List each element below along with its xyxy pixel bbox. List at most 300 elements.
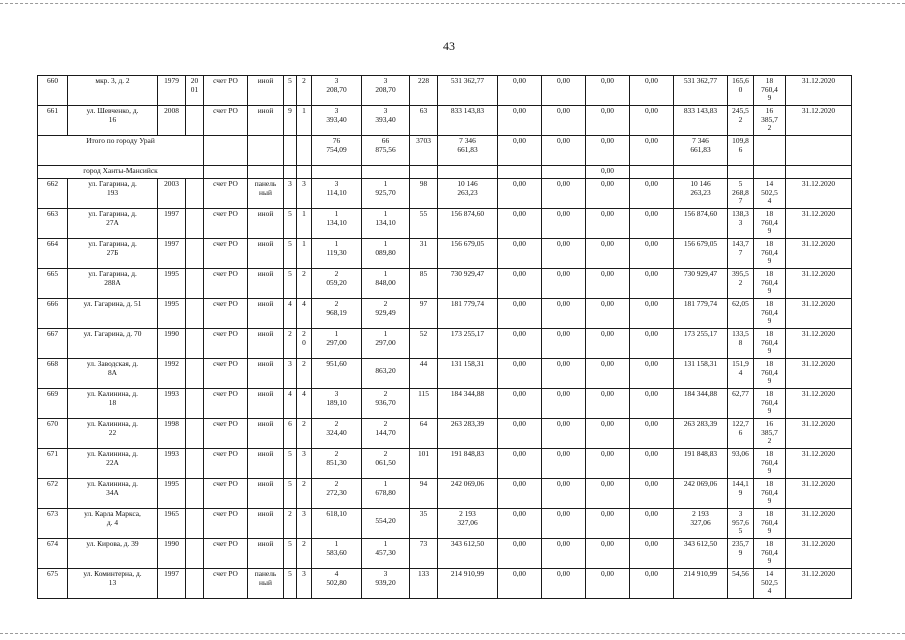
overhaul-year — [186, 239, 204, 269]
cost-local: 0,00 — [586, 209, 630, 239]
entrances: 4 — [297, 389, 312, 419]
entrances: 2 — [297, 359, 312, 389]
build-year: 1990 — [158, 329, 186, 359]
living-area: 2 061,50 — [362, 449, 410, 479]
end-date: 31.12.2020 — [786, 479, 852, 509]
row-number: 662 — [38, 179, 68, 209]
cost-federal: 0,00 — [498, 299, 542, 329]
cost-owners: 0,00 — [630, 569, 674, 599]
cost-local: 0,00 — [586, 419, 630, 449]
cost-local: 0,00 — [586, 509, 630, 539]
row-number: 666 — [38, 299, 68, 329]
cost-per-m2: 245,5 2 — [728, 106, 754, 136]
wall-material: иной — [248, 299, 284, 329]
residents: 85 — [410, 269, 438, 299]
row-number: 672 — [38, 479, 68, 509]
account-type: счет РО — [204, 479, 248, 509]
build-year: 1993 — [158, 389, 186, 419]
build-year: 1997 — [158, 209, 186, 239]
cost-limit: 18 760,4 9 — [754, 449, 786, 479]
empty-cell — [204, 136, 248, 166]
cost-per-m2: 235,7 9 — [728, 539, 754, 569]
build-year: 1993 — [158, 449, 186, 479]
cost-federal: 0,00 — [498, 106, 542, 136]
cost-total: 531 362,77 — [438, 76, 498, 106]
floors: 6 — [284, 419, 297, 449]
empty-cell — [786, 166, 852, 179]
end-date: 31.12.2020 — [786, 419, 852, 449]
residents: 55 — [410, 209, 438, 239]
cost-limit: 18 760,4 9 — [754, 329, 786, 359]
cost-regional: 0,00 — [542, 449, 586, 479]
build-year: 1995 — [158, 299, 186, 329]
total-area: 1 583,60 — [312, 539, 362, 569]
cost-federal: 0,00 — [498, 419, 542, 449]
row-number: 673 — [38, 509, 68, 539]
entrances: 3 — [297, 179, 312, 209]
entrances: 2 — [297, 76, 312, 106]
row-number: 663 — [38, 209, 68, 239]
residents: 52 — [410, 329, 438, 359]
floors: 5 — [284, 269, 297, 299]
total-area: 2 851,30 — [312, 449, 362, 479]
city-cost-local: 0,00 — [586, 166, 630, 179]
overhaul-year — [186, 539, 204, 569]
account-type: счет РО — [204, 389, 248, 419]
wall-material: иной — [248, 239, 284, 269]
cost-per-m2: 151,9 4 — [728, 359, 754, 389]
table-row — [38, 239, 852, 269]
wall-material: иной — [248, 479, 284, 509]
table-body — [38, 76, 852, 599]
floors: 2 — [284, 329, 297, 359]
floors: 5 — [284, 239, 297, 269]
subtotal-cost-local: 0,00 — [586, 136, 630, 166]
empty-cell — [754, 136, 786, 166]
cost-regional: 0,00 — [542, 179, 586, 209]
subtotal-total-area: 76 754,09 — [312, 136, 362, 166]
table-row — [38, 569, 852, 599]
empty-cell — [754, 166, 786, 179]
row-number: 660 — [38, 76, 68, 106]
end-date: 31.12.2020 — [786, 359, 852, 389]
cost-owners: 0,00 — [630, 179, 674, 209]
empty-cell — [297, 136, 312, 166]
end-date: 31.12.2020 — [786, 569, 852, 599]
cost-sum: 263 283,39 — [674, 419, 728, 449]
cost-federal: 0,00 — [498, 269, 542, 299]
build-year: 1990 — [158, 539, 186, 569]
cost-per-m2: 5 268,8 7 — [728, 179, 754, 209]
cost-per-m2: 93,06 — [728, 449, 754, 479]
build-year: 1997 — [158, 569, 186, 599]
address: ул. Гагарина, д. 288А — [68, 269, 158, 299]
address: ул. Гагарина, д. 51 — [68, 299, 158, 329]
empty-cell — [297, 166, 312, 179]
cost-regional: 0,00 — [542, 299, 586, 329]
cost-owners: 0,00 — [630, 449, 674, 479]
wall-material: иной — [248, 76, 284, 106]
wall-material: иной — [248, 419, 284, 449]
cost-total: 191 848,83 — [438, 449, 498, 479]
wall-material: иной — [248, 209, 284, 239]
cost-federal: 0,00 — [498, 76, 542, 106]
cost-total: 10 146 263,23 — [438, 179, 498, 209]
account-type: счет РО — [204, 179, 248, 209]
total-area: 618,10 — [312, 509, 362, 539]
bottom-scan-edge — [0, 633, 905, 634]
cost-owners: 0,00 — [630, 106, 674, 136]
row-number: 665 — [38, 269, 68, 299]
end-date: 31.12.2020 — [786, 389, 852, 419]
end-date: 31.12.2020 — [786, 106, 852, 136]
floors: 5 — [284, 539, 297, 569]
cost-sum: 2 193 327,06 — [674, 509, 728, 539]
cost-limit: 18 760,4 9 — [754, 269, 786, 299]
cost-local: 0,00 — [586, 479, 630, 509]
cost-federal: 0,00 — [498, 329, 542, 359]
empty-cell — [438, 166, 498, 179]
overhaul-year — [186, 389, 204, 419]
cost-local: 0,00 — [586, 359, 630, 389]
cost-local: 0,00 — [586, 299, 630, 329]
wall-material: панель ный — [248, 569, 284, 599]
build-year: 2008 — [158, 106, 186, 136]
floors: 3 — [284, 359, 297, 389]
cost-sum: 156 874,60 — [674, 209, 728, 239]
end-date: 31.12.2020 — [786, 76, 852, 106]
table-row — [38, 449, 852, 479]
cost-total: 343 612,50 — [438, 539, 498, 569]
cost-total: 214 910,99 — [438, 569, 498, 599]
account-type: счет РО — [204, 239, 248, 269]
residents: 63 — [410, 106, 438, 136]
empty-cell — [248, 136, 284, 166]
total-area: 1 297,00 — [312, 329, 362, 359]
residents: 73 — [410, 539, 438, 569]
cost-sum: 156 679,05 — [674, 239, 728, 269]
end-date: 31.12.2020 — [786, 239, 852, 269]
cost-per-m2: 138,3 3 — [728, 209, 754, 239]
cost-regional: 0,00 — [542, 239, 586, 269]
cost-owners: 0,00 — [630, 329, 674, 359]
cost-total: 156 874,60 — [438, 209, 498, 239]
cost-local: 0,00 — [586, 569, 630, 599]
empty-cell — [786, 136, 852, 166]
account-type: счет РО — [204, 299, 248, 329]
total-area: 3 114,10 — [312, 179, 362, 209]
end-date: 31.12.2020 — [786, 329, 852, 359]
address: ул. Гагарина, д. 27Б — [68, 239, 158, 269]
empty-cell — [284, 166, 297, 179]
total-area: 3 189,10 — [312, 389, 362, 419]
floors: 5 — [284, 76, 297, 106]
address: ул. Шевченко, д. 16 — [68, 106, 158, 136]
empty-cell — [630, 166, 674, 179]
account-type: счет РО — [204, 509, 248, 539]
cost-limit: 18 760,4 9 — [754, 76, 786, 106]
subtotal-cost-federal: 0,00 — [498, 136, 542, 166]
residents: 133 — [410, 569, 438, 599]
cost-regional: 0,00 — [542, 509, 586, 539]
subtotal-living-area: 66 875,56 — [362, 136, 410, 166]
cost-per-m2: 54,56 — [728, 569, 754, 599]
wall-material: иной — [248, 359, 284, 389]
floors: 9 — [284, 106, 297, 136]
cost-sum: 242 069,06 — [674, 479, 728, 509]
table-row — [38, 509, 852, 539]
account-type: счет РО — [204, 269, 248, 299]
table-row — [38, 359, 852, 389]
cost-per-m2: 165,6 0 — [728, 76, 754, 106]
address: ул. Гагарина, д. 70 — [68, 329, 158, 359]
cost-total: 184 344,88 — [438, 389, 498, 419]
entrances: 1 — [297, 106, 312, 136]
cost-owners: 0,00 — [630, 419, 674, 449]
residents: 44 — [410, 359, 438, 389]
account-type: счет РО — [204, 569, 248, 599]
cost-per-m2: 3 957,6 5 — [728, 509, 754, 539]
account-type: счет РО — [204, 449, 248, 479]
cost-local: 0,00 — [586, 449, 630, 479]
account-type: счет РО — [204, 359, 248, 389]
empty-cell — [312, 166, 362, 179]
cost-owners: 0,00 — [630, 539, 674, 569]
overhaul-year — [186, 479, 204, 509]
account-type: счет РО — [204, 539, 248, 569]
empty-cell — [284, 136, 297, 166]
account-type: счет РО — [204, 106, 248, 136]
end-date: 31.12.2020 — [786, 269, 852, 299]
total-area: 3 393,40 — [312, 106, 362, 136]
wall-material: иной — [248, 329, 284, 359]
wall-material: панель ный — [248, 179, 284, 209]
end-date: 31.12.2020 — [786, 509, 852, 539]
city-name: город Ханты-Мансийск — [38, 166, 204, 179]
cost-owners: 0,00 — [630, 76, 674, 106]
cost-sum: 833 143,83 — [674, 106, 728, 136]
cost-sum: 531 362,77 — [674, 76, 728, 106]
end-date: 31.12.2020 — [786, 299, 852, 329]
cost-per-m2: 144,1 9 — [728, 479, 754, 509]
cost-limit: 18 760,4 9 — [754, 239, 786, 269]
cost-regional: 0,00 — [542, 419, 586, 449]
cost-federal: 0,00 — [498, 569, 542, 599]
living-area: 1 134,10 — [362, 209, 410, 239]
table-row — [38, 76, 852, 106]
cost-local: 0,00 — [586, 329, 630, 359]
living-area: 3 939,20 — [362, 569, 410, 599]
cost-regional: 0,00 — [542, 209, 586, 239]
floors: 5 — [284, 209, 297, 239]
entrances: 1 — [297, 209, 312, 239]
cost-local: 0,00 — [586, 179, 630, 209]
account-type: счет РО — [204, 329, 248, 359]
address: ул. Кирова, д. 39 — [68, 539, 158, 569]
cost-total: 833 143,83 — [438, 106, 498, 136]
wall-material: иной — [248, 449, 284, 479]
floors: 4 — [284, 389, 297, 419]
residents: 115 — [410, 389, 438, 419]
residents: 35 — [410, 509, 438, 539]
entrances: 2 — [297, 269, 312, 299]
cost-per-m2: 143,7 7 — [728, 239, 754, 269]
row-number: 668 — [38, 359, 68, 389]
entrances: 2 — [297, 419, 312, 449]
overhaul-year — [186, 106, 204, 136]
address: ул. Коминтерна, д. 13 — [68, 569, 158, 599]
cost-sum: 730 929,47 — [674, 269, 728, 299]
cost-per-m2: 122,7 6 — [728, 419, 754, 449]
living-area: 3 393,40 — [362, 106, 410, 136]
build-year: 1995 — [158, 479, 186, 509]
address: ул. Гагарина, д. 193 — [68, 179, 158, 209]
cost-total: 131 158,31 — [438, 359, 498, 389]
wall-material: иной — [248, 509, 284, 539]
cost-owners: 0,00 — [630, 209, 674, 239]
cost-owners: 0,00 — [630, 479, 674, 509]
cost-sum: 131 158,31 — [674, 359, 728, 389]
address: ул. Гагарина, д. 27А — [68, 209, 158, 239]
cost-owners: 0,00 — [630, 299, 674, 329]
cost-total: 730 929,47 — [438, 269, 498, 299]
cost-limit: 18 760,4 9 — [754, 359, 786, 389]
living-area: 2 936,70 — [362, 389, 410, 419]
wall-material: иной — [248, 106, 284, 136]
end-date: 31.12.2020 — [786, 449, 852, 479]
subtotal-cost-total: 7 346 661,83 — [438, 136, 498, 166]
cost-limit: 18 760,4 9 — [754, 299, 786, 329]
cost-local: 0,00 — [586, 269, 630, 299]
row-number: 664 — [38, 239, 68, 269]
address: ул. Калинина, д. 34А — [68, 479, 158, 509]
cost-federal: 0,00 — [498, 449, 542, 479]
table-row — [38, 479, 852, 509]
living-area: 2 144,70 — [362, 419, 410, 449]
row-number: 661 — [38, 106, 68, 136]
cost-owners: 0,00 — [630, 509, 674, 539]
table-row — [38, 389, 852, 419]
build-year: 1997 — [158, 239, 186, 269]
living-area: 863,20 — [362, 359, 410, 389]
address: мкр. 3, д. 2 — [68, 76, 158, 106]
floors: 5 — [284, 479, 297, 509]
cost-regional: 0,00 — [542, 359, 586, 389]
empty-cell — [204, 166, 248, 179]
table-row — [38, 329, 852, 359]
account-type: счет РО — [204, 209, 248, 239]
cost-federal: 0,00 — [498, 209, 542, 239]
build-year: 2003 — [158, 179, 186, 209]
cost-total: 242 069,06 — [438, 479, 498, 509]
floors: 3 — [284, 179, 297, 209]
cost-local: 0,00 — [586, 106, 630, 136]
empty-cell — [674, 166, 728, 179]
cost-limit: 18 760,4 9 — [754, 479, 786, 509]
cost-regional: 0,00 — [542, 269, 586, 299]
floors: 5 — [284, 569, 297, 599]
entrances: 3 — [297, 509, 312, 539]
cost-total: 173 255,17 — [438, 329, 498, 359]
cost-sum: 10 146 263,23 — [674, 179, 728, 209]
total-area: 2 272,30 — [312, 479, 362, 509]
account-type: счет РО — [204, 76, 248, 106]
overhaul-year — [186, 209, 204, 239]
total-area: 1 119,30 — [312, 239, 362, 269]
top-scan-edge — [0, 3, 905, 4]
cost-regional: 0,00 — [542, 569, 586, 599]
empty-cell — [542, 166, 586, 179]
subtotal-cost-sum: 7 346 661,83 — [674, 136, 728, 166]
residents: 101 — [410, 449, 438, 479]
living-area: 554,20 — [362, 509, 410, 539]
cost-regional: 0,00 — [542, 76, 586, 106]
subtotal-label: Итого по городу Урай — [38, 136, 204, 166]
entrances: 3 — [297, 569, 312, 599]
entrances: 2 — [297, 539, 312, 569]
cost-sum: 343 612,50 — [674, 539, 728, 569]
wall-material: иной — [248, 389, 284, 419]
subtotal-cost-per-m2: 109,8 6 — [728, 136, 754, 166]
cost-per-m2: 133,5 8 — [728, 329, 754, 359]
overhaul-year — [186, 419, 204, 449]
cost-sum: 181 779,74 — [674, 299, 728, 329]
cost-total: 156 679,05 — [438, 239, 498, 269]
cost-local: 0,00 — [586, 76, 630, 106]
cost-federal: 0,00 — [498, 479, 542, 509]
cost-local: 0,00 — [586, 389, 630, 419]
overhaul-year — [186, 179, 204, 209]
end-date: 31.12.2020 — [786, 209, 852, 239]
cost-owners: 0,00 — [630, 269, 674, 299]
account-type: счет РО — [204, 419, 248, 449]
cost-owners: 0,00 — [630, 359, 674, 389]
cost-local: 0,00 — [586, 539, 630, 569]
living-area: 1 848,00 — [362, 269, 410, 299]
subtotal-row — [38, 136, 852, 166]
total-area: 951,60 — [312, 359, 362, 389]
total-area: 4 502,80 — [312, 569, 362, 599]
table-row — [38, 106, 852, 136]
row-number: 670 — [38, 419, 68, 449]
entrances: 2 0 — [297, 329, 312, 359]
row-number: 669 — [38, 389, 68, 419]
entrances: 3 — [297, 449, 312, 479]
floors: 4 — [284, 299, 297, 329]
living-area: 1 457,30 — [362, 539, 410, 569]
cost-limit: 16 385,7 2 — [754, 106, 786, 136]
overhaul-year — [186, 509, 204, 539]
end-date: 31.12.2020 — [786, 539, 852, 569]
table-row — [38, 299, 852, 329]
housing-register-table — [37, 75, 852, 599]
cost-sum: 214 910,99 — [674, 569, 728, 599]
build-year: 1965 — [158, 509, 186, 539]
cost-total: 263 283,39 — [438, 419, 498, 449]
cost-regional: 0,00 — [542, 329, 586, 359]
build-year: 1979 — [158, 76, 186, 106]
address: ул. Калинина, д. 22 — [68, 419, 158, 449]
floors: 2 — [284, 509, 297, 539]
living-area: 1 678,80 — [362, 479, 410, 509]
cost-total: 181 779,74 — [438, 299, 498, 329]
address: ул. Калинина, д. 22А — [68, 449, 158, 479]
entrances: 4 — [297, 299, 312, 329]
overhaul-year — [186, 449, 204, 479]
build-year: 1998 — [158, 419, 186, 449]
table-row — [38, 269, 852, 299]
residents: 98 — [410, 179, 438, 209]
